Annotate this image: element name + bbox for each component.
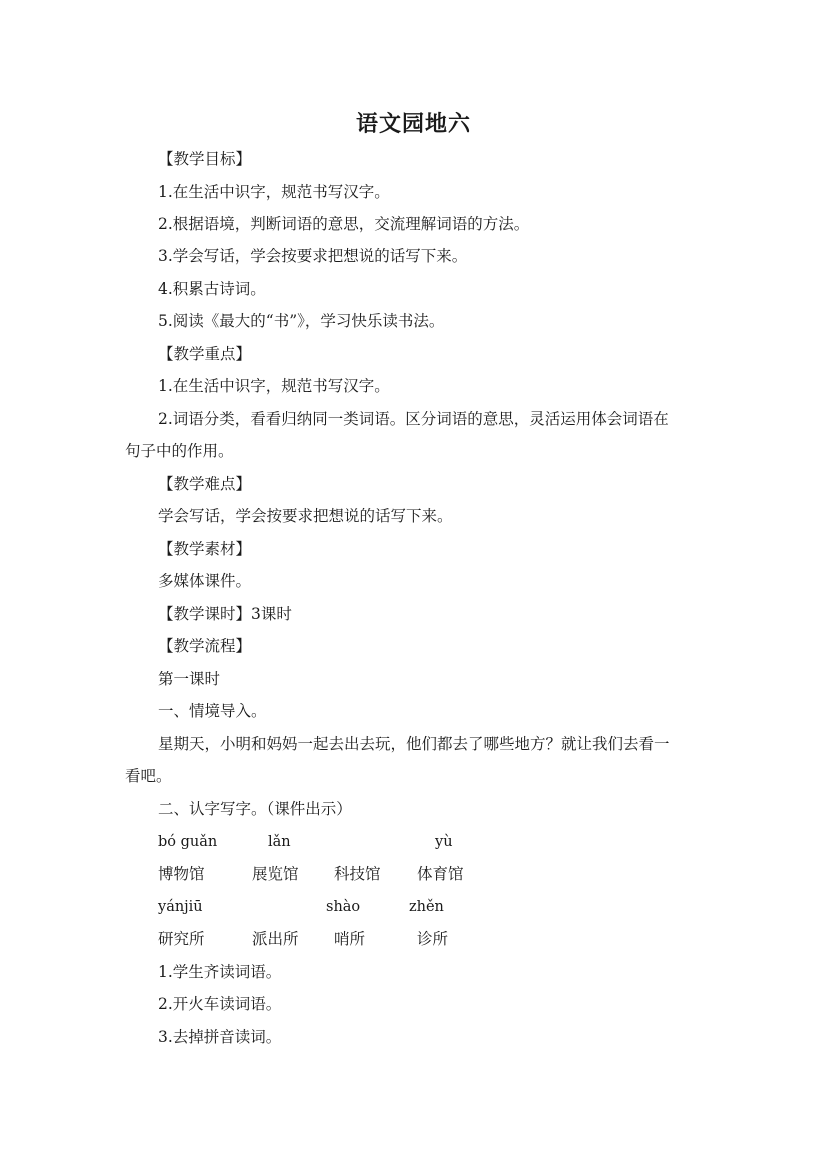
pinyin-label: yù [435,834,453,850]
activity-step: 1.学生齐读词语。 [158,963,282,981]
vocab-word: 研究所 [158,930,205,948]
key-point-item-continued: 句子中的作用。 [125,442,234,460]
lesson-label: 第一课时 [158,670,221,688]
vocab-word: 科技馆 [334,865,381,883]
vocab-word: 派出所 [252,930,299,948]
activity-step: 2.开火车读词语。 [158,995,282,1013]
objective-item: 1.在生活中识字，规范书写汉字。 [158,183,390,201]
pinyin-label: bó guǎn [158,834,218,850]
materials-text: 多媒体课件。 [158,572,252,590]
objective-item: 3.学会写话，学会按要求把想说的话写下来。 [158,247,468,265]
activity-step: 3.去掉拼音读词。 [158,1028,282,1046]
section-heading-key-points: 【教学重点】 [158,345,252,363]
section-heading-objectives: 【教学目标】 [158,150,252,168]
vocab-word: 体育馆 [417,865,464,883]
section-heading-materials: 【教学素材】 [158,540,252,558]
vocab-word: 哨所 [334,930,366,948]
page-title: 语文园地六 [355,111,471,137]
step-heading: 二、认字写字。（课件出示） [158,800,352,818]
key-point-item: 1.在生活中识字，规范书写汉字。 [158,377,390,395]
section-heading-procedure: 【教学流程】 [158,637,252,655]
difficulty-text: 学会写话，学会按要求把想说的话写下来。 [158,507,453,525]
section-heading-lesson-count: 【教学课时】3课时 [158,605,292,623]
pinyin-label: zhěn [409,899,444,915]
intro-paragraph: 星期天，小明和妈妈一起去出去玩，他们都去了哪些地方？就让我们去看一 [158,735,670,753]
section-heading-difficulties: 【教学难点】 [158,475,252,493]
vocab-word: 博物馆 [158,865,205,883]
pinyin-label: yánjiū [158,899,203,915]
vocab-word: 诊所 [417,930,449,948]
step-heading: 一、情境导入。 [158,702,267,720]
pinyin-label: shào [326,899,361,915]
objective-item: 5.阅读《最大的“书”》，学习快乐读书法。 [158,312,445,330]
pinyin-label: lǎn [268,834,291,850]
objective-item: 2.根据语境，判断词语的意思，交流理解词语的方法。 [158,215,530,233]
key-point-item: 2.词语分类，看看归纳同一类词语。区分词语的意思，灵活运用体会词语在 [158,410,669,428]
intro-paragraph-continued: 看吧。 [125,767,172,785]
vocab-word: 展览馆 [252,865,299,883]
objective-item: 4.积累古诗词。 [158,280,266,298]
